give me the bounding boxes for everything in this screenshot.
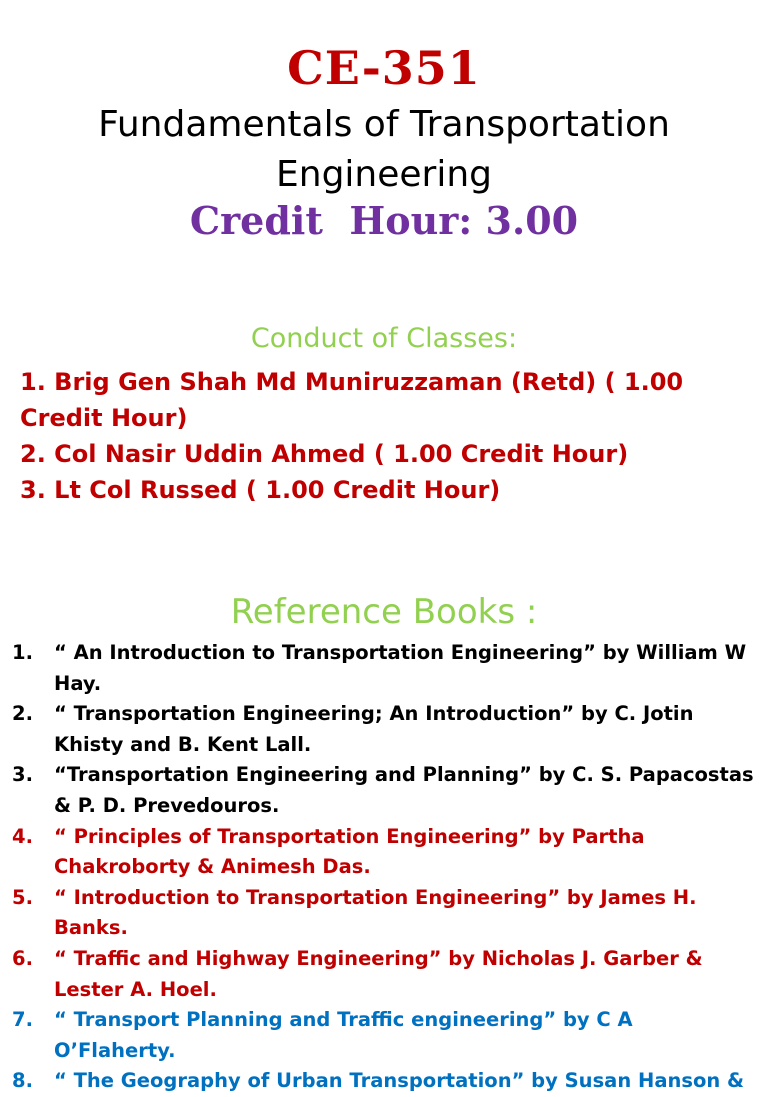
course-code: CE-351 bbox=[287, 41, 481, 95]
book-item bbox=[12, 699, 756, 760]
book-item bbox=[12, 1066, 756, 1097]
book-item bbox=[12, 944, 756, 1005]
book-text: “ Transport Planning and Traffic engineering” by C A O’Flaherty. bbox=[54, 1008, 633, 1062]
book-item bbox=[12, 822, 756, 883]
book-text: “ Transportation Engineering; An Introduction” by C. Jotin Khisty and B. Kent Lall. bbox=[54, 702, 694, 756]
conduct-heading: Conduct of Classes: bbox=[250, 323, 518, 354]
credit-hour: Credit Hour: 3.00 bbox=[189, 198, 579, 243]
book-item bbox=[12, 883, 756, 944]
book-number: 4. bbox=[12, 824, 33, 848]
book-text: “ Traffic and Highway Engineering” by Nicholas J. Garber & Lester A. Hoel. bbox=[54, 946, 703, 1001]
instructor-item: 1. Brig Gen Shah Md Muniruzzaman (Retd) ( 1.00 Credit Hour) bbox=[20, 368, 684, 432]
instructor-item: 2. Col Nasir Uddin Ahmed ( 1.00 Credit Hour) bbox=[20, 440, 629, 468]
book-number: 5. bbox=[12, 885, 33, 909]
book-text: “Transportation Engineering and Planning” by C. S. Papacostas & P. D. Prevedouros. bbox=[54, 763, 754, 817]
book-text: “ Introduction to Transportation Engineering” by James H. Banks. bbox=[54, 885, 697, 940]
book-text: “ Principles of Transportation Engineering” by Partha Chakroborty & Animesh Das. bbox=[54, 824, 645, 879]
book-item bbox=[12, 760, 756, 821]
book-number: 1. bbox=[12, 641, 33, 664]
instructor-item: 3. Lt Col Russed ( 1.00 Credit Hour) bbox=[20, 476, 501, 504]
book-number: 2. bbox=[12, 702, 33, 726]
book-text: “ The Geography of Urban Transportation” by Susan Hanson & bbox=[54, 1069, 745, 1093]
book-item bbox=[12, 638, 756, 699]
reference-books-heading: Reference Books : bbox=[230, 592, 538, 632]
course-title: Fundamentals of Transportation Engineering bbox=[98, 104, 670, 195]
book-number: 7. bbox=[12, 1008, 33, 1032]
book-number: 3. bbox=[12, 763, 33, 787]
book-text: “ An Introduction to Transportation Engineering” by William W Hay. bbox=[54, 641, 747, 695]
conduct-list bbox=[20, 364, 740, 508]
book-number: 6. bbox=[12, 946, 33, 970]
reference-books-list bbox=[12, 638, 756, 1097]
book-item bbox=[12, 1005, 756, 1066]
book-number: 8. bbox=[12, 1069, 33, 1093]
